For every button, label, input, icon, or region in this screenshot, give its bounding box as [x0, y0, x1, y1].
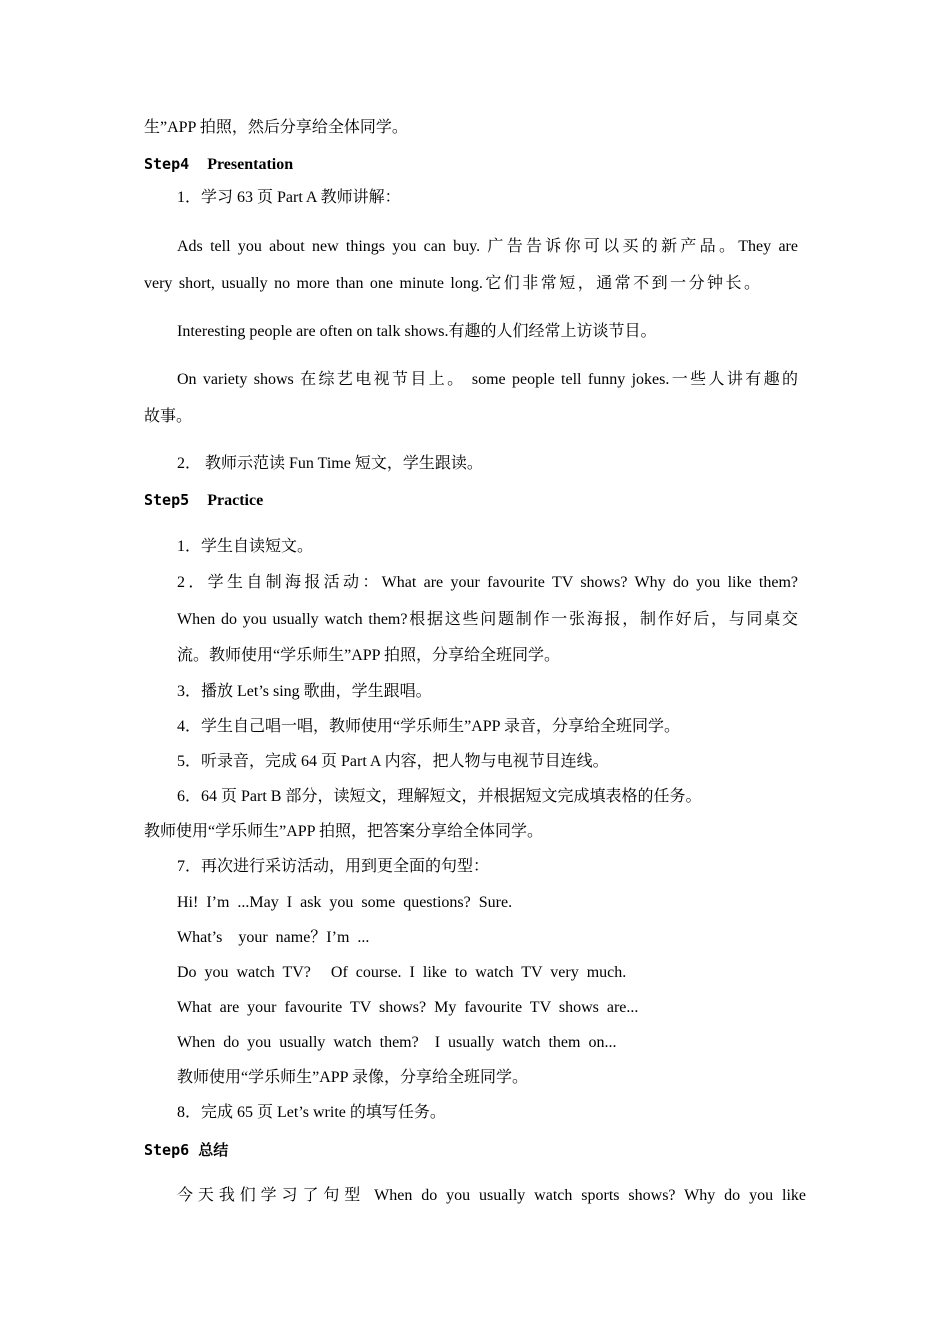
step4-heading	[144, 154, 293, 175]
text-line: 今天我们学习了句型 When do you usually watch sports shows? Why do you like	[177, 1187, 806, 1204]
text-line: When do you usually watch them?根据这些问题制作一张海报，制作好后，与同桌交	[177, 611, 798, 628]
list-item: 1．学生自读短文。	[177, 538, 314, 555]
list-item: 3．播放 Let’s sing 歌曲，学生跟唱。	[177, 683, 432, 700]
step5-heading	[144, 490, 263, 511]
list-item: 5．听录音，完成 64 页 Part A 内容，把人物与电视节目连线。	[177, 753, 609, 770]
list-item: 2．学生自制海报活动：What are your favourite TV shows? Why do you like them?	[177, 574, 798, 591]
dialogue-line: Hi! I’m ...May I ask you some questions? Sure.	[177, 894, 513, 911]
list-item: 7．再次进行采访活动，用到更全面的句型：	[177, 858, 490, 875]
text-line: 流。教师使用“学乐师生”APP 拍照，分享给全班同学。	[177, 647, 560, 664]
step6-title: 总结	[198, 1141, 229, 1159]
step5-title: Practice	[207, 492, 264, 509]
list-item: 4．学生自己唱一唱，教师使用“学乐师生”APP 录音，分享给全班同学。	[177, 718, 680, 735]
step6-heading	[144, 1140, 228, 1160]
list-item: 6．64 页 Part B 部分，读短文，理解短文，并根据短文完成填表格的任务。	[177, 788, 702, 805]
text-line: 教师使用“学乐师生”APP 拍照，把答案分享给全体同学。	[144, 823, 543, 840]
list-item: 8．完成 65 页 Let’s write 的填写任务。	[177, 1104, 446, 1121]
step4-code: Step4	[144, 155, 190, 173]
dialogue-line: Do you watch TV? Of course. I like to watch TV very much.	[177, 964, 627, 981]
text-line: 生”APP 拍照，然后分享给全体同学。	[144, 119, 408, 136]
dialogue-line: What’s your name？I’m ...	[177, 929, 370, 946]
text-line: Ads tell you about new things you can buy. 广告告诉你可以买的新产品。They are	[177, 238, 798, 255]
dialogue-line: When do you usually watch them? I usually watch them on...	[177, 1034, 617, 1051]
text-line: On variety shows 在综艺电视节目上。 some people tell funny jokes.一些人讲有趣的	[177, 371, 798, 388]
text-line: Interesting people are often on talk shows.有趣的人们经常上访谈节目。	[177, 323, 657, 340]
text-line: 故事。	[144, 408, 193, 425]
step5-code: Step5	[144, 491, 190, 509]
dialogue-line: What are your favourite TV shows? My favourite TV shows are...	[177, 999, 639, 1016]
step6-code: Step6	[144, 1141, 190, 1159]
step4-title: Presentation	[207, 156, 294, 173]
text-line: very short, usually no more than one minute long.它们非常短，通常不到一分钟长。	[144, 275, 760, 292]
text-line: 2． 教师示范读 Fun Time 短文，学生跟读。	[177, 455, 483, 472]
text-line: 教师使用“学乐师生”APP 录像，分享给全班同学。	[177, 1069, 528, 1086]
text-line: 1．学习 63 页 Part A 教师讲解：	[177, 189, 401, 206]
